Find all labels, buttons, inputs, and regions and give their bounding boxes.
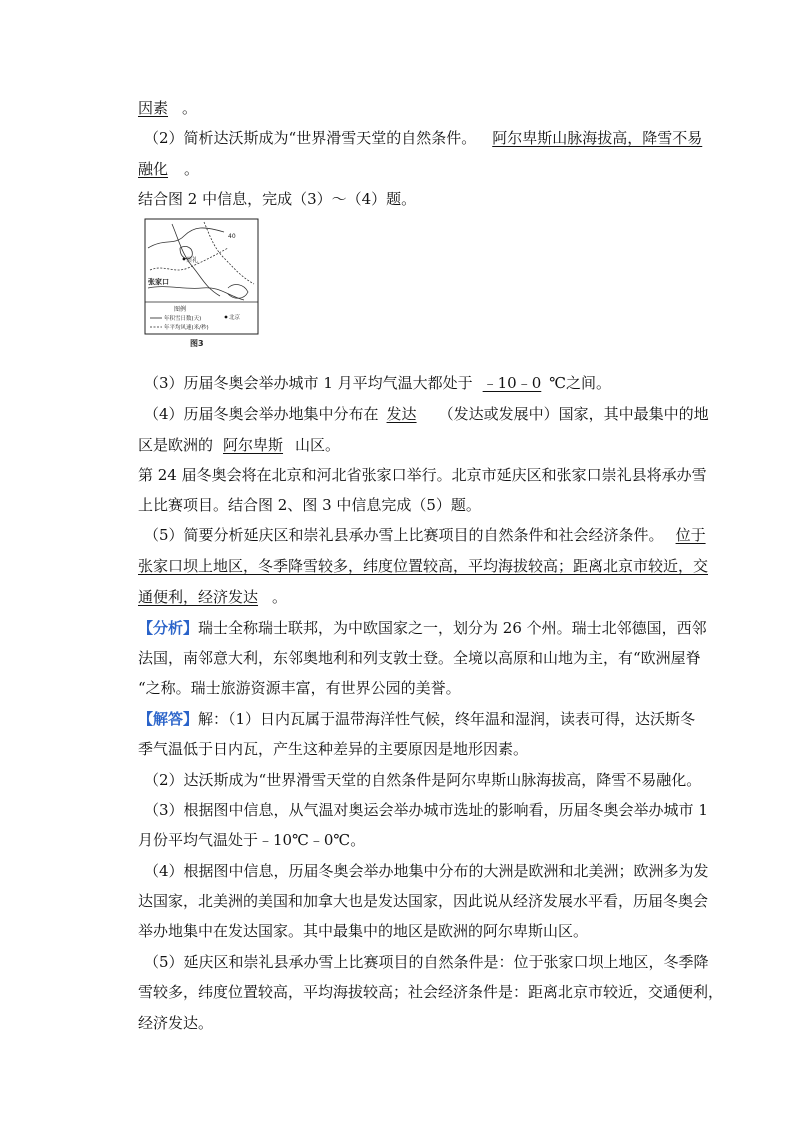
answer-blank: 阿尔卑斯 <box>223 436 284 454</box>
map-graphic <box>144 218 259 350</box>
place-label-zhangjiakou: 张家口 <box>148 278 169 286</box>
solution-line-8: 举办地集中在发达国家。其中最集中的地区是欧洲的阿尔卑斯山区。 <box>138 922 589 940</box>
answer-blank: 阿尔卑斯山脉海拔高，降雪不易 <box>492 129 703 147</box>
instruction-line: 结合图 2 中信息，完成（3）～（4）题。 <box>138 190 417 208</box>
answer-line-3: 融化 。 <box>138 160 200 178</box>
question-3: （3）历届冬奥会举办城市 1 月平均气温大都处于 ﹣10﹣0 ℃之间。 <box>144 374 612 392</box>
answer-line-5 <box>138 556 708 576</box>
place-label-chongli: 崇礼 <box>186 257 199 264</box>
solution-line-5: 月份平均气温处于﹣10℃﹣0℃。 <box>138 831 366 849</box>
context-line-2: 上比赛项目。结合图 2、图 3 中信息完成（5）题。 <box>138 496 481 514</box>
figure-caption: 图3 <box>190 339 204 348</box>
solution-line-1: 【解答】解：（1）日内瓦属于温带海洋性气候，终年温和湿润，读表可得，达沃斯冬 <box>138 710 696 728</box>
answer-blank: 因素 <box>138 99 169 117</box>
analysis-tag: 【分析】 <box>138 619 199 637</box>
question-4-cont: 区是欧洲的 阿尔卑斯 山区。 <box>138 436 341 454</box>
solution-line-3: （2）达沃斯成为“世界滑雪天堂的自然条件是阿尔卑斯山脉海拔高，降雪不易融化。 <box>144 771 702 789</box>
answer-blank: 张家口坝上地区，冬季降雪较多，纬度位置较高，平均海拔较高；距离北京市较近，交 <box>138 557 709 575</box>
solution-line-11: 经济发达。 <box>138 1014 214 1032</box>
answer-blank: 通便利，经济发达 <box>138 588 259 606</box>
solution-line-9: （5）延庆区和崇礼县承办雪上比赛项目的自然条件是：位于张家口坝上地区，冬季降 <box>144 953 709 971</box>
solution-line-6: （4）根据图中信息，历届冬奥会举办地集中分布的大洲是欧洲和北美洲；欧洲多为发 <box>144 862 709 880</box>
solution-line-4: （3）根据图中信息，从气温对奥运会举办城市选址的影响看，历届冬奥会举办城市 1 <box>144 801 708 819</box>
answer-blank: ﹣10﹣0 <box>482 374 542 392</box>
context-line-1: 第 24 届冬奥会将在北京和河北省张家口举行。北京市延庆区和张家口崇礼县将承办雪 <box>138 466 707 484</box>
legend-snow-days: 年积雪日数(天) <box>164 316 202 322</box>
map-figure-3 <box>144 218 259 350</box>
answer-blank: 融化 <box>138 160 169 178</box>
answer-blank: 发达 <box>386 405 417 423</box>
city-dot <box>183 258 186 261</box>
legend-title: 图例 <box>174 306 187 313</box>
answer-line-1: 因素 。 <box>138 99 198 117</box>
analysis-line-3: “之称。瑞士旅游资源丰富，有世界公园的美誉。 <box>138 679 461 697</box>
contour-label: 40 <box>228 233 236 240</box>
analysis-line-2: 法国，南邻意大利，东邻奥地利和列支敦士登。全境以高原和山地为主，有“欧洲屋脊 <box>138 649 701 667</box>
answer-line-5-end: 通便利，经济发达 。 <box>138 588 288 606</box>
solution-line-2: 季气温低于日内瓦，产生这种差异的主要原因是地形因素。 <box>138 740 529 758</box>
question-4: （4）历届冬奥会举办地集中分布在 发达 （发达或发展中）国家，其中最集中的地 <box>144 405 709 423</box>
analysis-line-1: 【分析】瑞士全称瑞士联邦，为中欧国家之一，划分为 26 个州。瑞士北邻德国，西邻 <box>138 619 707 637</box>
solution-line-10: 雪较多，纬度位置较高，平均海拔较高；社会经济条件是：距离北京市较近，交通便利， <box>138 983 724 1001</box>
question-5: （5）简要分析延庆区和崇礼县承办雪上比赛项目的自然条件和社会经济条件。 位于 <box>144 526 706 544</box>
legend-wind: 年平均风速(米/秒) <box>164 325 209 331</box>
answer-blank: 位于 <box>675 526 706 544</box>
question-2: （2）简析达沃斯成为“世界滑雪天堂的自然条件。 阿尔卑斯山脉海拔高，降雪不易 <box>144 129 703 147</box>
legend-beijing: 北京 <box>229 315 241 321</box>
solution-tag: 【解答】 <box>138 710 199 728</box>
solution-line-7: 达国家，北美洲的美国和加拿大也是发达国家，因此说从经济发展水平看，历届冬奥会 <box>138 892 709 910</box>
